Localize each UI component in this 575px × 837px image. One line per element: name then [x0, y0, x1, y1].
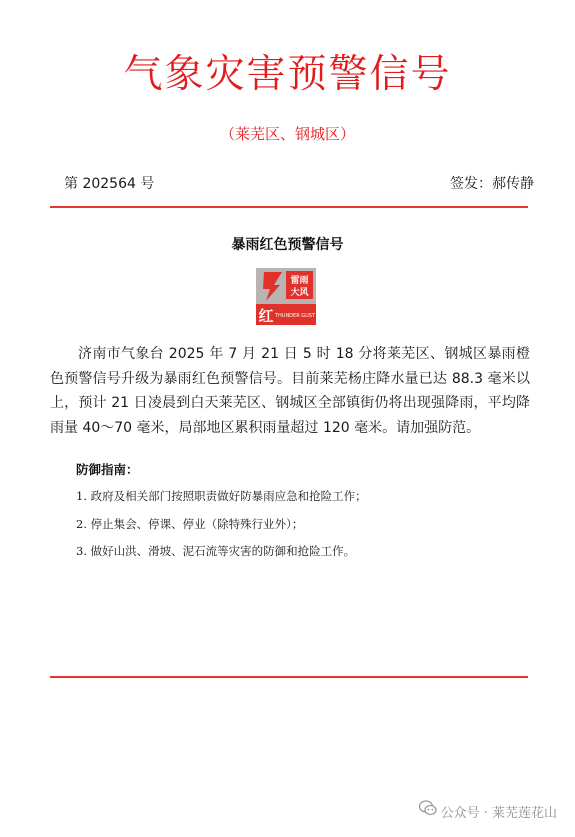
- watermark: [419, 803, 557, 825]
- top-divider: [50, 206, 528, 208]
- watermark-text: 公众号 · 莱芜莲花山: [440, 806, 557, 821]
- signal-title: 暴雨红色预警信号: [231, 237, 344, 253]
- icon-level-label: 红: [258, 307, 274, 325]
- signer: 签发：郝传静: [450, 176, 534, 192]
- issue-number: 第 202564 号: [64, 176, 155, 192]
- bottom-divider: [50, 676, 528, 678]
- icon-label-top-2: 大风: [290, 288, 309, 298]
- guide-item: 3. 做好山洪、滑坡、泥石流等灾害的防御和抢险工作。: [76, 544, 356, 558]
- guide-item: 2. 停止集会、停课、停业（除特殊行业外）；: [76, 516, 304, 531]
- issue-row: [64, 174, 534, 194]
- signal-body-text: 济南市气象台 2025 年 7 月 21 日 5 时 18 分将莱芜区、钢城区暴雨橙色预警信号升级为暴雨红色预警信号。目前莱芜杨庄降水量已达 88.3 毫米以上，预计 21 日凌晨到白天莱芜区、钢城区全部镇街仍将出现强降雨，平均降雨量 40～70 毫米，局部地区累积雨量超过 120 毫米。请加强防范。: [50, 346, 530, 436]
- guide-item: 1. 政府及相关部门按照职责做好防暴雨应急和抢险工作；: [76, 489, 367, 503]
- guide-heading: 防御指南：: [76, 462, 139, 477]
- rainstorm-red-warning-icon: [256, 268, 316, 325]
- document-title: 气象灾害预警信号: [123, 52, 452, 97]
- wechat-official-account-icon: [419, 800, 437, 824]
- guide-list: [76, 486, 367, 569]
- icon-english-label: THUNDER GUST: [274, 313, 316, 319]
- region-subtitle: （莱芜区、钢城区）: [219, 125, 355, 143]
- icon-label-top-1: 雷雨: [290, 276, 309, 286]
